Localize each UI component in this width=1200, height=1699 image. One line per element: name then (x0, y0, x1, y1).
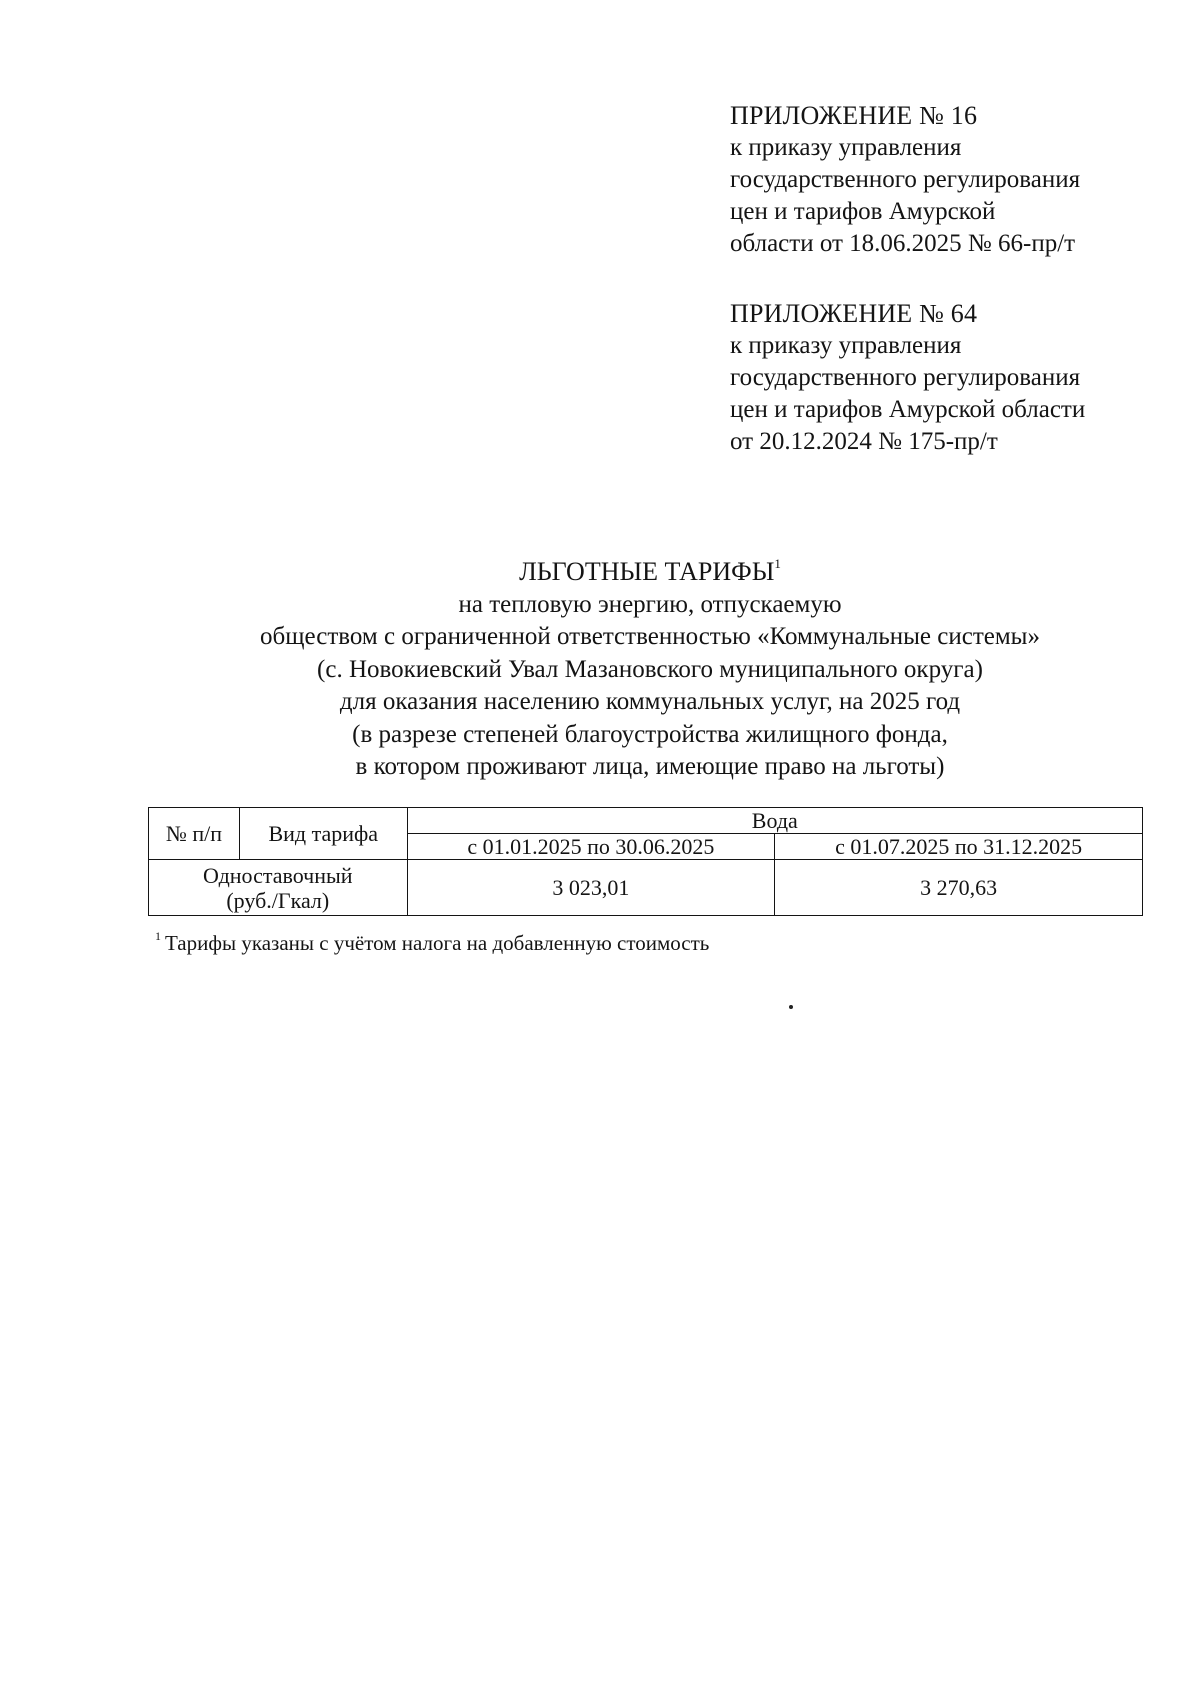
heading-line: на тепловую энергию, отпускаемую (458, 590, 842, 618)
appendix-line: к приказу управления (730, 134, 962, 161)
heading-line: (в разрезе степеней благоустройства жилищного фонда, (352, 720, 948, 748)
header-num: № п/п (149, 808, 240, 860)
appendix-line: цен и тарифов Амурской области (730, 396, 1086, 423)
tariff-table (148, 807, 1143, 916)
row-tariff-label-line-1: Одноставочный (202, 862, 353, 888)
row-value-period-1: 3 023,01 (407, 860, 775, 916)
document-heading (100, 556, 1200, 784)
appendix-line: от 20.12.2024 № 175-пр/т (730, 428, 998, 455)
appendix-line: государственного регулирования (730, 166, 1081, 193)
footnote (155, 930, 709, 956)
appendix-line: цен и тарифов Амурской (730, 198, 996, 225)
header-period-2: с 01.07.2025 по 31.12.2025 (775, 834, 1143, 860)
heading-line: для оказания населению коммунальных услуг, на 2025 год (339, 688, 961, 715)
appendix-title: ПРИЛОЖЕНИЕ № 16 (730, 101, 978, 130)
heading-line: в котором проживают лица, имеющие право на льготы) (355, 753, 945, 780)
row-tariff-label (149, 860, 408, 916)
scan-speck (789, 1005, 793, 1009)
appendix-block-16 (730, 100, 1170, 260)
heading-line: обществом с ограниченной ответственностью «Коммунальные системы» (260, 623, 1040, 650)
appendix-title: ПРИЛОЖЕНИЕ № 64 (730, 299, 978, 328)
header-group-water: Вода (407, 808, 1142, 834)
row-tariff-label-line-2: (руб./Гкал) (226, 887, 330, 913)
document-title-text: ЛЬГОТНЫЕ ТАРИФЫ (519, 557, 775, 586)
row-value-period-2: 3 270,63 (775, 860, 1143, 916)
header-period-1: с 01.01.2025 по 30.06.2025 (407, 834, 775, 860)
footnote-mark: 1 (155, 929, 161, 943)
appendix-line: к приказу управления (730, 332, 962, 359)
appendix-line: государственного регулирования (730, 364, 1081, 391)
appendix-line: области от 18.06.2025 № 66-пр/т (730, 230, 1076, 257)
appendix-block-64 (730, 298, 1170, 458)
title-footnote-mark: 1 (774, 556, 781, 571)
document-title (100, 556, 1200, 589)
heading-line: (с. Новокиевский Увал Мазановского муниципального округа) (317, 655, 983, 683)
table-row (149, 860, 1143, 916)
table-header-row (149, 808, 1143, 834)
header-tariff-type: Вид тарифа (239, 808, 407, 860)
footnote-text: Тарифы указаны с учётом налога на добавленную стоимость (165, 931, 710, 955)
